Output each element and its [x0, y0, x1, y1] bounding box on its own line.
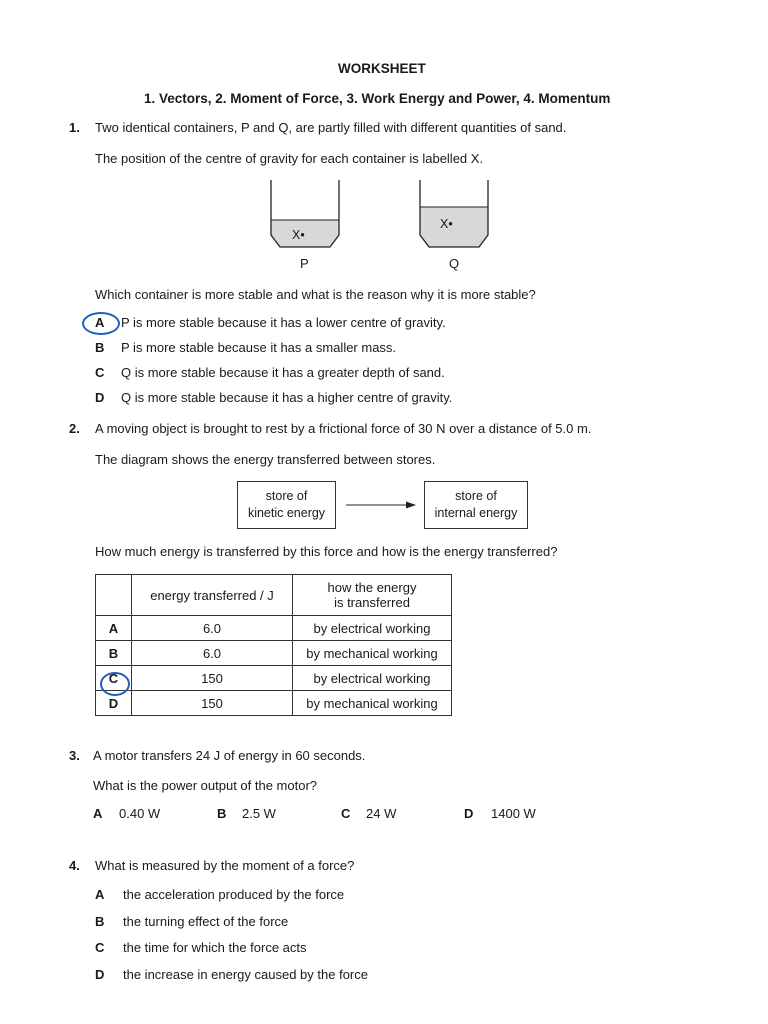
- q1-number: 1.: [69, 120, 80, 135]
- internal-store-line1: store of: [455, 489, 497, 503]
- q1-option-c-text: Q is more stable because it has a greater depth of sand.: [121, 365, 445, 380]
- q3-option-d-letter: D: [464, 806, 474, 821]
- row-how: by electrical working: [293, 616, 452, 641]
- q1-option-a-text: P is more stable because it has a lower centre of gravity.: [121, 315, 446, 330]
- containers-diagram: [260, 175, 500, 275]
- q2-stem-line1: A moving object is brought to rest by a frictional force of 30 N over a distance of 5.0 m.: [95, 421, 592, 436]
- q4-option-a-letter: A: [95, 887, 105, 902]
- row-energy: 150: [132, 691, 293, 716]
- q4-question: What is measured by the moment of a force?: [95, 858, 355, 873]
- q3-option-b-text: 2.5 W: [242, 806, 276, 821]
- container-q-cg-label: X•: [440, 217, 453, 231]
- internal-store-box: [424, 481, 528, 529]
- table-row: [96, 641, 452, 666]
- q4-option-b-text: the turning effect of the force: [123, 914, 289, 929]
- q4-number: 4.: [69, 858, 80, 873]
- kinetic-store-line2: kinetic energy: [247, 506, 326, 520]
- q1-option-a-letter: A: [95, 315, 105, 330]
- q3-option-a-letter: A: [93, 806, 103, 821]
- table-header-how-line1: how the energy: [327, 580, 417, 595]
- table-header-energy: energy transferred / J: [132, 575, 293, 616]
- container-q-label: Q: [449, 256, 460, 271]
- q1-stem-line2: The position of the centre of gravity for each container is labelled X.: [95, 151, 484, 166]
- row-how: by mechanical working: [293, 641, 452, 666]
- q1-option-d-text: Q is more stable because it has a higher centre of gravity.: [121, 390, 453, 405]
- q3-option-a-text: 0.40 W: [119, 806, 161, 821]
- container-p: [271, 180, 339, 247]
- row-energy: 150: [132, 666, 293, 691]
- row-letter: D: [96, 691, 132, 716]
- answer-circle-q2: [100, 672, 130, 696]
- q2-stem-line2: The diagram shows the energy transferred between stores.: [95, 452, 436, 467]
- q3-option-c-letter: C: [341, 806, 351, 821]
- row-energy: 6.0: [132, 641, 293, 666]
- container-p-cg-label: X•: [292, 228, 305, 242]
- worksheet-title: WORKSHEET: [338, 61, 426, 76]
- q1-option-b-letter: B: [95, 340, 105, 355]
- container-q: [420, 180, 488, 247]
- worksheet-subtitle: 1. Vectors, 2. Moment of Force, 3. Work Energy and Power, 4. Momentum: [144, 91, 611, 106]
- row-letter: B: [96, 641, 132, 666]
- table-header-row: [96, 575, 452, 616]
- q3-stem: A motor transfers 24 J of energy in 60 seconds.: [93, 748, 366, 763]
- kinetic-store-box: [237, 481, 336, 529]
- q3-option-d-text: 1400 W: [491, 806, 536, 821]
- q1-question: Which container is more stable and what is the reason why it is more stable?: [95, 287, 536, 302]
- row-how: by mechanical working: [293, 691, 452, 716]
- q3-option-b-letter: B: [217, 806, 227, 821]
- q4-option-d-letter: D: [95, 967, 105, 982]
- table-header-how: [293, 575, 452, 616]
- answer-circle-q1: [82, 312, 120, 335]
- q4-option-c-text: the time for which the force acts: [123, 940, 307, 955]
- internal-store-line2: internal energy: [434, 506, 518, 520]
- row-letter: C: [96, 666, 132, 691]
- container-q-sand: [420, 207, 488, 247]
- energy-transfer-arrow: [344, 498, 418, 512]
- q2-number: 2.: [69, 421, 80, 436]
- table-header-how-line2: is transferred: [334, 595, 410, 610]
- q1-option-d-letter: D: [95, 390, 105, 405]
- row-letter: A: [96, 616, 132, 641]
- q4-option-a-text: the acceleration produced by the force: [123, 887, 345, 902]
- table-row: [96, 691, 452, 716]
- row-energy: 6.0: [132, 616, 293, 641]
- table-row: [96, 616, 452, 641]
- q3-number: 3.: [69, 748, 80, 763]
- q4-option-c-letter: C: [95, 940, 105, 955]
- q1-stem-line1: Two identical containers, P and Q, are partly filled with different quantities of sand.: [95, 120, 567, 135]
- q2-answer-table: [95, 574, 452, 716]
- container-p-sand: [271, 220, 339, 247]
- q4-option-b-letter: B: [95, 914, 105, 929]
- q1-option-b-text: P is more stable because it has a smaller mass.: [121, 340, 397, 355]
- q3-question: What is the power output of the motor?: [93, 778, 318, 793]
- kinetic-store-line1: store of: [265, 489, 308, 503]
- q4-option-d-text: the increase in energy caused by the force: [123, 967, 368, 982]
- container-p-label: P: [300, 256, 309, 271]
- row-how: by electrical working: [293, 666, 452, 691]
- q2-question: How much energy is transferred by this force and how is the energy transferred?: [95, 544, 558, 559]
- table-header-blank: [96, 575, 132, 616]
- q1-option-c-letter: C: [95, 365, 105, 380]
- q3-option-c-text: 24 W: [366, 806, 397, 821]
- table-row: [96, 666, 452, 691]
